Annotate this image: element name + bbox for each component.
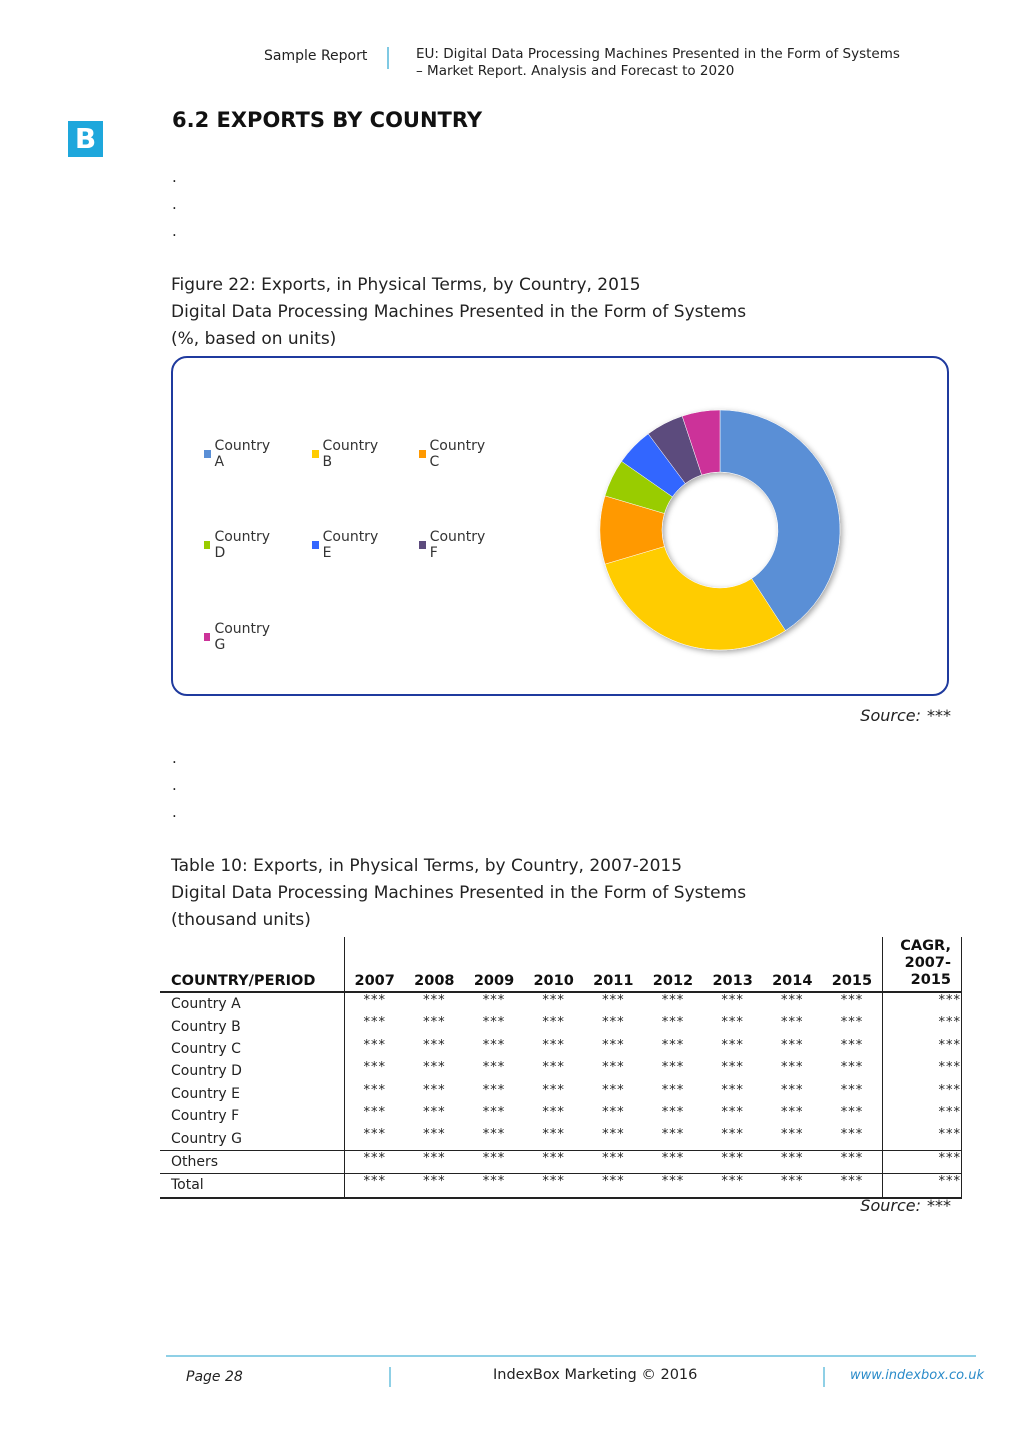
table-row [160,1083,962,1105]
table-cell: *** [781,993,804,1008]
legend-swatch [419,450,426,458]
exports-table [160,937,962,1199]
legend-label: Country G [214,621,271,653]
header-title-line1: EU: Digital Data Processing Machines Presented in the Form of Systems [416,46,900,62]
table-cell: *** [464,1174,524,1198]
source-label: Source: [860,1196,921,1215]
table-row [160,1174,962,1198]
table-cell: *** [781,1082,804,1098]
table-cell: *** [703,1174,763,1198]
table-cell: *** [344,1083,404,1105]
legend-item-country-b [312,438,380,470]
table-cell: *** [423,1015,446,1031]
ellipsis-dot: . [172,776,177,794]
cagr-cell: *** [882,1127,961,1150]
header-year: 2015 [822,937,882,992]
figure-caption-line1: Figure 22: Exports, in Physical Terms, by Country, 2015 [171,275,641,295]
header-year: 2010 [524,937,584,992]
table-cell: *** [721,993,744,1008]
table-cell: *** [524,1174,584,1198]
cagr-cell: *** [882,1174,961,1198]
table-cell: *** [482,1015,506,1031]
donut-slice-country-b [605,547,786,650]
table-cell: *** [721,1015,744,1031]
table-cell: *** [602,1037,625,1053]
table-cell: *** [344,1150,404,1173]
table-cell: *** [344,1038,404,1060]
row-label: Country G [171,1130,242,1147]
ellipsis-dot: . [172,168,177,186]
legend-label: Country E [322,529,379,561]
table-cell: *** [762,1174,822,1198]
header-year: 2008 [405,937,465,992]
table-cell: *** [781,1015,804,1031]
table-cell: *** [602,1104,625,1120]
table-cell: *** [405,1174,465,1198]
table-cell: *** [840,1104,864,1120]
table-cell: *** [840,1015,864,1031]
row-label: Country D [171,1063,242,1080]
legend-swatch [312,541,319,549]
table-row [160,1105,962,1127]
table-cell: *** [344,1127,404,1150]
header-year: 2012 [643,937,703,992]
table-cell: *** [423,1104,446,1120]
legend-swatch [204,633,210,641]
table-cell: *** [344,1060,404,1082]
ellipsis-dot: . [172,749,177,767]
ellipsis-dot: . [172,222,177,240]
table-cell: *** [542,1037,565,1053]
cagr-cell: *** [882,1150,961,1173]
row-label: Country F [171,1108,240,1125]
table-cell: *** [781,1037,804,1053]
table-cell: *** [721,1104,744,1120]
table-cell: *** [840,1082,864,1098]
row-label: Others [160,1150,344,1173]
table-cell: *** [482,1037,506,1053]
table-cell: *** [721,1060,744,1076]
table-cell: *** [721,1037,744,1053]
table-row [160,1038,962,1060]
row-label: Country C [171,1040,241,1057]
table-cell: *** [482,1060,506,1076]
source-value: *** [927,706,951,725]
table-cell: *** [405,1150,465,1173]
table-body [160,992,962,1198]
table-row [160,1015,962,1037]
indexbox-logo: B [68,121,103,157]
footer-separator [389,1367,391,1387]
header-year: 2011 [583,937,643,992]
table-cell: *** [602,1127,625,1143]
header-country-period: COUNTRY/PERIOD [160,937,344,992]
source-label: Source: [860,706,921,725]
table-cell: *** [423,1060,446,1076]
table-cell: *** [822,1174,882,1198]
table-cell: *** [703,1150,763,1173]
section-title: 6.2 EXPORTS BY COUNTRY [172,108,483,132]
table-cell: *** [661,1127,685,1143]
header-year: 2013 [703,937,763,992]
table-cell: *** [482,1082,506,1098]
header-divider [387,47,389,69]
figure-source [860,706,951,725]
cagr-cell: *** [882,1105,961,1127]
table-cell: *** [840,993,864,1008]
table-cell: *** [482,1104,506,1120]
table-cell: *** [840,1037,864,1053]
cagr-line2: 2007- [904,955,951,971]
table-cell: *** [721,1127,744,1143]
legend-item-country-g [204,621,272,653]
table-cell: *** [344,1015,404,1037]
cagr-line1: CAGR, [900,938,951,954]
table-cell: *** [661,1082,685,1098]
legend-item-country-c [419,438,487,470]
table-cell: *** [423,1082,446,1098]
table-header-row [160,937,962,992]
table-cell: *** [423,993,446,1008]
legend-label: Country A [214,438,271,470]
table-cell: *** [344,992,404,1015]
table-cell: *** [583,1150,643,1173]
legend-label: Country C [429,438,486,470]
legend-label: Country F [429,529,486,561]
table-cell: *** [464,1150,524,1173]
table-cell: *** [542,1104,565,1120]
source-value: *** [927,1196,951,1215]
table-cell: *** [542,1082,565,1098]
cagr-cell: *** [882,1038,961,1060]
table-row [160,1127,962,1150]
table-cell: *** [542,1015,565,1031]
header-title-line2: – Market Report. Analysis and Forecast to 2020 [416,63,735,79]
row-label: Country B [171,1018,241,1035]
header-report-title [416,46,956,80]
legend-item-country-f [419,529,487,561]
legend-swatch [419,541,426,549]
header-year: 2007 [344,937,404,992]
table-cell: *** [721,1082,744,1098]
row-label: Country E [171,1085,240,1102]
legend-item-country-a [204,438,272,470]
table-cell: *** [542,1060,565,1076]
table-row [160,1150,962,1173]
cagr-cell: *** [882,1083,961,1105]
table-caption [171,853,746,934]
table-cell: *** [661,1060,685,1076]
table-cell: *** [602,1082,625,1098]
table-caption-line2: Digital Data Processing Machines Presented in the Form of Systems [171,883,747,903]
table-row [160,992,962,1015]
legend-swatch [204,541,210,549]
table-cell: *** [344,1174,404,1198]
table-cell: *** [542,993,565,1008]
table-cell: *** [840,1127,864,1143]
table-cell: *** [661,993,685,1008]
table-cell: *** [602,993,625,1008]
table-cell: *** [344,1105,404,1127]
header-cagr [882,937,961,992]
figure-caption [171,272,746,353]
table-row [160,1060,962,1082]
footer-divider [166,1355,976,1357]
header-year: 2009 [464,937,524,992]
legend-item-country-e [312,529,380,561]
row-label: Total [160,1174,344,1198]
table-cell: *** [482,993,506,1008]
table-cell: *** [661,1015,685,1031]
table-cell: *** [643,1174,703,1198]
table-cell: *** [661,1037,685,1053]
exports-table-container [160,937,962,1199]
table-cell: *** [781,1127,804,1143]
figure-caption-line3: (%, based on units) [171,329,337,349]
cagr-cell: *** [882,992,961,1015]
cagr-line3: 2015 [910,972,951,988]
table-cell: *** [423,1127,446,1143]
header-year: 2014 [762,937,822,992]
cagr-cell: *** [882,1015,961,1037]
cagr-cell: *** [882,1060,961,1082]
website-link[interactable]: www.indexbox.co.uk [850,1368,985,1383]
table-cell: *** [781,1060,804,1076]
table-cell: *** [602,1015,625,1031]
table-cell: *** [583,1174,643,1198]
legend-item-country-d [204,529,272,561]
table-cell: *** [781,1104,804,1120]
ellipsis-dot: . [172,195,177,213]
row-label: Country A [171,996,241,1013]
footer-copyright: IndexBox Marketing © 2016 [493,1367,698,1383]
legend-swatch [312,450,319,458]
table-cell: *** [482,1127,506,1143]
figure-caption-line2: Digital Data Processing Machines Presented in the Form of Systems [171,302,747,322]
table-cell: *** [423,1037,446,1053]
table-cell: *** [643,1150,703,1173]
page-number: Page 28 [186,1369,243,1385]
ellipsis-dot: . [172,803,177,821]
header-report-type: Sample Report [264,48,368,64]
table-source [860,1196,951,1215]
table-cell: *** [542,1127,565,1143]
table-cell: *** [524,1150,584,1173]
legend-label: Country D [214,529,271,561]
table-caption-line3: (thousand units) [171,910,311,930]
table-cell: *** [762,1150,822,1173]
table-cell: *** [602,1060,625,1076]
table-caption-line1: Table 10: Exports, in Physical Terms, by Country, 2007-2015 [171,856,683,876]
table-cell: *** [840,1060,864,1076]
legend-swatch [204,450,211,458]
legend-label: Country B [322,438,379,470]
table-cell: *** [661,1104,685,1120]
footer-separator [823,1367,825,1387]
table-cell: *** [822,1150,882,1173]
donut-chart [590,400,860,670]
